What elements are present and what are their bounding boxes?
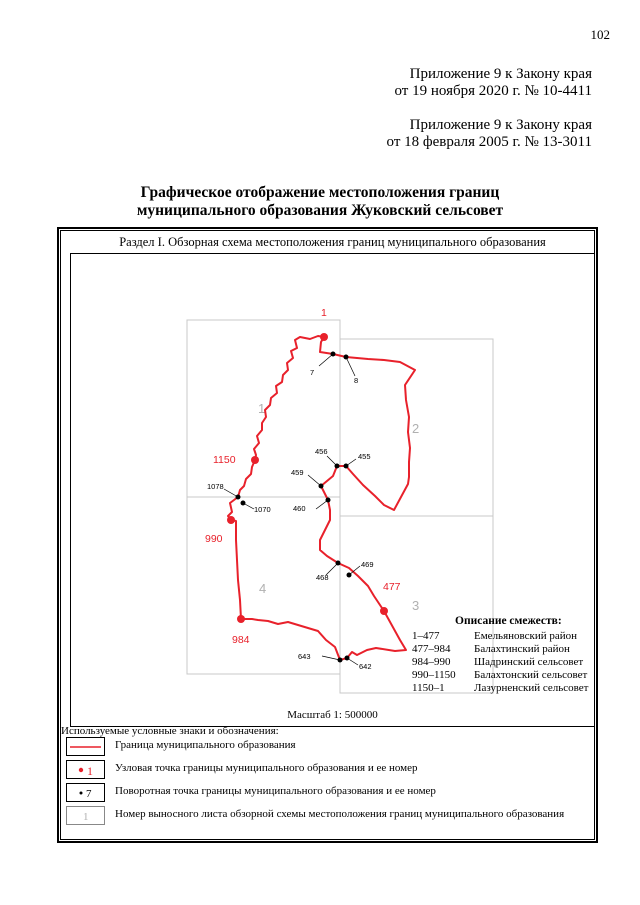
nodal-point-label-990: 990	[205, 533, 223, 545]
legend-text-turning-point: Поворотная точка границы муниципального образования и ее номер	[115, 785, 436, 797]
leader-line-643	[322, 656, 340, 660]
adjacency-code: 1–477	[412, 630, 440, 642]
nodal-point-swatch	[67, 761, 104, 778]
map-scale: Масштаб 1: 500000	[287, 709, 378, 721]
adjacency-row	[412, 656, 583, 669]
turning-point-label-459: 459	[291, 468, 304, 477]
leader-line-455	[346, 459, 356, 466]
nodal-point-dot	[79, 768, 83, 772]
adjacency-code: 477–984	[412, 643, 451, 655]
appendix-line: Приложение 9 к Закону края	[409, 66, 592, 82]
nodal-point-990	[227, 516, 235, 524]
turning-point-label-468: 468	[316, 573, 329, 582]
leader-line-1070	[243, 503, 254, 509]
nodal-point-1	[320, 333, 328, 341]
legend-title: Используемые условные знаки и обозначения:	[61, 725, 279, 737]
nodal-point-label-477: 477	[383, 581, 401, 593]
adjacency-row	[412, 682, 588, 695]
appendix-date-line: от 19 ноября 2020 г. № 10-4411	[394, 83, 592, 99]
nodal-point-984	[237, 615, 245, 623]
turning-point-label-642: 642	[359, 662, 372, 671]
legend-sample-turning-point	[66, 783, 105, 802]
adjacency-code: 990–1150	[412, 669, 456, 681]
turning-point-sample-number: 7	[86, 788, 92, 800]
sheet-number-swatch	[67, 807, 104, 824]
nodal-point-label-984: 984	[232, 634, 250, 646]
leader-line-8	[346, 357, 355, 376]
turning-point-swatch	[67, 784, 104, 801]
appendix-date-line: от 18 февраля 2005 г. № 13-3011	[386, 134, 592, 150]
sheet-number-3: 3	[412, 598, 420, 613]
adjacency-row	[412, 643, 570, 656]
legend-sample-boundary	[66, 737, 105, 756]
turning-point-label-643: 643	[298, 652, 311, 661]
sheet-number-2: 2	[412, 421, 420, 436]
turning-point-label-7: 7	[310, 368, 315, 377]
legend-sample-sheet-number	[66, 806, 105, 825]
page-number: 102	[590, 27, 610, 42]
adjacency-name: Балахтонский сельсовет	[474, 669, 588, 681]
turning-point-label-1078: 1078	[207, 482, 224, 491]
turning-point-label-455: 455	[358, 452, 371, 461]
turning-point-label-456: 456	[315, 447, 328, 456]
legend-text-nodal-point: Узловая точка границы муниципального образования и ее номер	[115, 762, 418, 774]
nodal-point-label-1150: 1150	[213, 454, 236, 466]
sheet-number-1: 1	[258, 401, 266, 416]
leader-line-459	[308, 475, 321, 486]
adjacency-row	[412, 669, 587, 682]
leader-line-456	[327, 456, 337, 466]
sheet-number-4: 4	[259, 581, 267, 596]
adjacency-name: Емельяновский район	[474, 630, 578, 642]
adjacency-row	[412, 630, 577, 643]
adjacency-code: 984–990	[412, 656, 451, 668]
adjacency-name: Балахтинский район	[474, 643, 570, 655]
leader-line-642	[347, 658, 358, 665]
nodal-point-sample-number: 1	[87, 764, 93, 778]
adjacency-code: 1150–1	[412, 682, 445, 694]
nodal-point-477	[380, 607, 388, 615]
adjacency-name: Шадринский сельсовет	[474, 656, 584, 668]
sheet-sample-number: 1	[83, 811, 89, 823]
adjacency-title: Описание смежеств:	[455, 615, 562, 627]
boundary-line-swatch	[67, 738, 104, 755]
turning-point-dot	[80, 792, 83, 795]
turning-point-label-460: 460	[293, 504, 306, 513]
legend-sample-nodal-point	[66, 760, 105, 779]
title-line-2: муниципального образования Жуковский сельсовет	[136, 202, 504, 219]
leader-line-7	[319, 354, 333, 366]
leader-line-460	[316, 500, 328, 509]
legend-text-sheet-number: Номер выносного листа обзорной схемы местоположения границ муниципального образования	[115, 808, 565, 820]
adjacency-name: Лазурненский сельсовет	[474, 682, 589, 694]
turning-point-label-469: 469	[361, 560, 374, 569]
turning-point-label-8: 8	[354, 376, 359, 385]
leader-line-1078	[224, 489, 238, 497]
title-line-1: Графическое отображение местоположения границ	[140, 184, 500, 201]
nodal-point-1150	[251, 456, 259, 464]
nodal-point-label-1: 1	[321, 307, 327, 319]
section-title: Раздел I. Обзорная схема местоположения границ муниципального образования	[119, 235, 546, 249]
turning-point-label-1070: 1070	[254, 505, 271, 514]
appendix-line: Приложение 9 к Закону края	[409, 117, 592, 133]
legend-text-boundary: Граница муниципального образования	[115, 739, 296, 751]
